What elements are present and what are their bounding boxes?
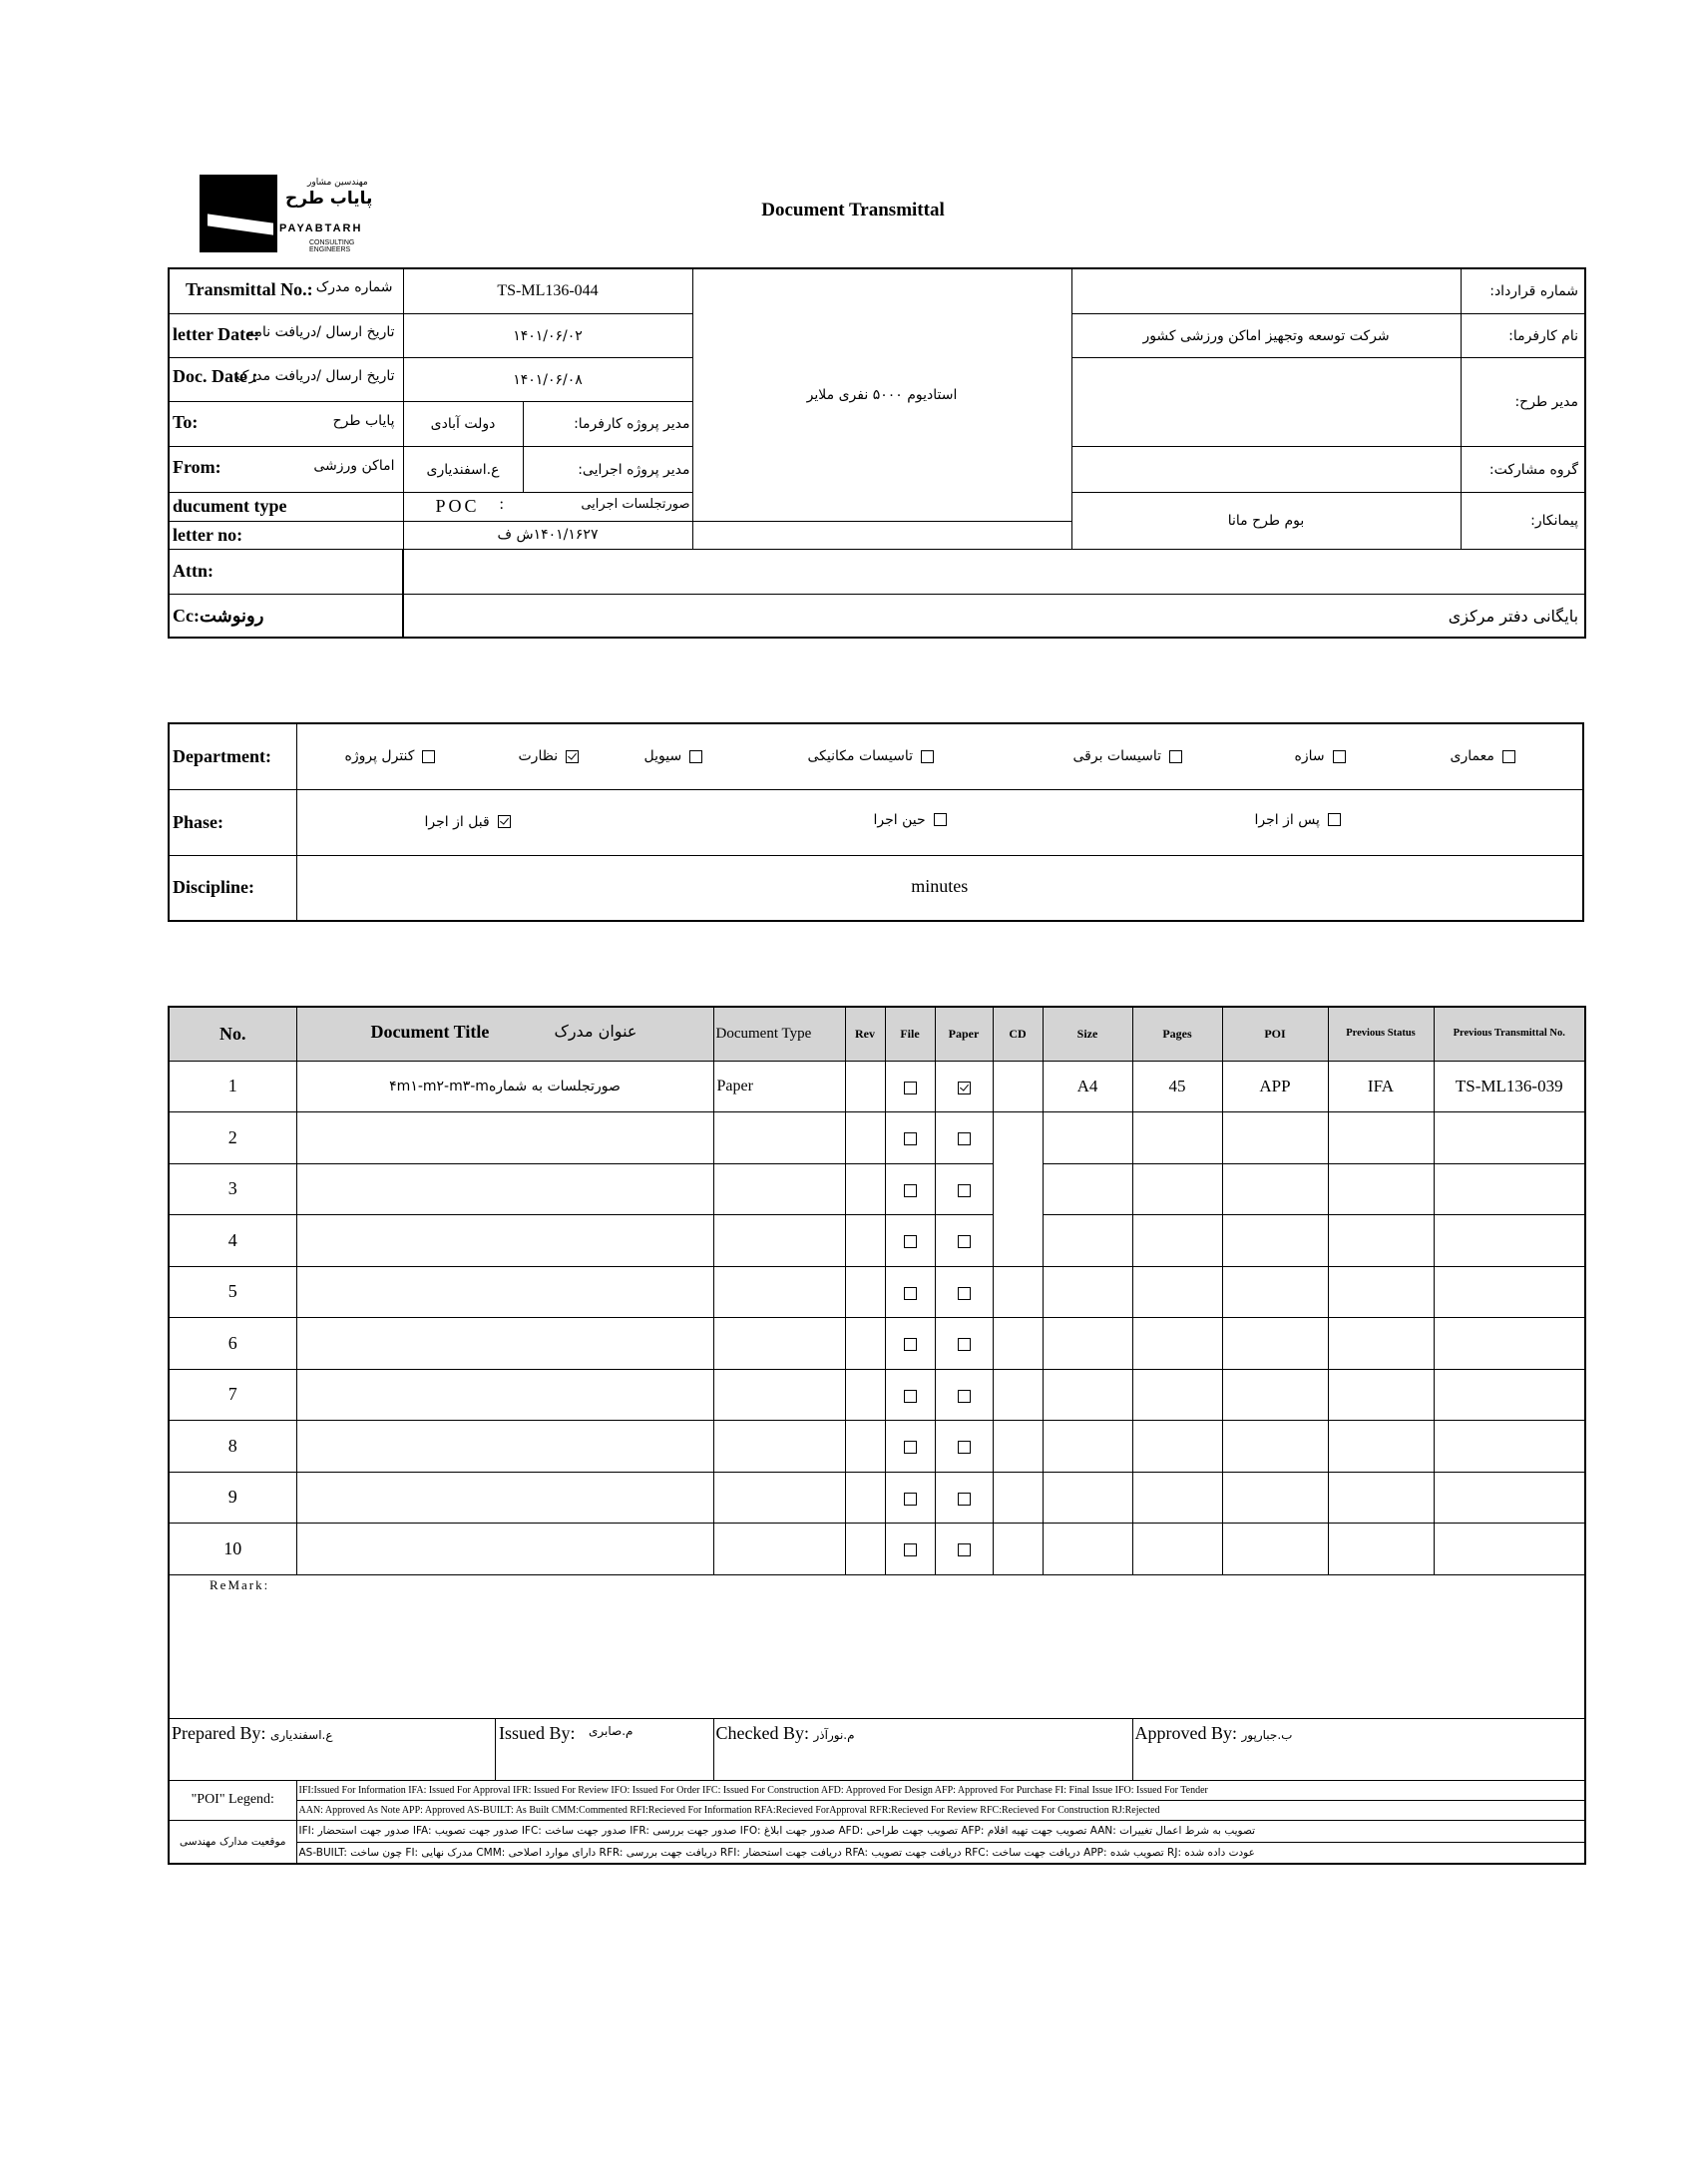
row-type[interactable] xyxy=(713,1215,845,1267)
col-header-file: File xyxy=(885,1007,935,1061)
row-title[interactable] xyxy=(296,1266,713,1318)
row-title[interactable] xyxy=(296,1163,713,1215)
checkbox-icon[interactable] xyxy=(1169,750,1182,763)
checkbox-icon[interactable] xyxy=(904,1184,917,1197)
row-prev-status[interactable] xyxy=(1328,1318,1434,1370)
doc-date-value: ۱۴۰۱/۰۶/۰۸ xyxy=(403,358,692,401)
dept-option-electrical[interactable]: تاسیسات برقی xyxy=(1073,748,1182,764)
checkbox-icon[interactable] xyxy=(921,750,934,763)
row-file[interactable] xyxy=(885,1421,935,1473)
checkbox-icon[interactable] xyxy=(958,1441,971,1454)
row-paper[interactable] xyxy=(935,1472,993,1524)
plan-manager-label: مدیر طرح: xyxy=(1461,358,1585,447)
poi-legend-line-2: AAN: Approved As Note APP: Approved AS-BUILT: As Built CMM:Commented RFI:Recieved For Information RFA:Recieved ForApproval RFR:Recieved For Review RFC:Recieved For Construction RJ:Rejected xyxy=(296,1800,1585,1820)
row-no[interactable]: 1 xyxy=(169,1061,296,1112)
letter-date-label: letter Date: تاریخ ارسال /دریافت نامه xyxy=(169,313,403,357)
checkbox-icon[interactable] xyxy=(1328,813,1341,826)
row-prev-status[interactable] xyxy=(1328,1524,1434,1575)
row-prev-transmittal[interactable]: TS-ML136-039 xyxy=(1434,1061,1585,1112)
row-pages[interactable] xyxy=(1132,1421,1222,1473)
row-rev[interactable] xyxy=(845,1163,885,1215)
row-prev-status[interactable] xyxy=(1328,1266,1434,1318)
checked-checkbox-icon[interactable] xyxy=(958,1082,971,1094)
row-pages[interactable] xyxy=(1132,1318,1222,1370)
row-prev-transmittal[interactable] xyxy=(1434,1318,1585,1370)
row-prev-status[interactable] xyxy=(1328,1369,1434,1421)
row-prev-transmittal[interactable] xyxy=(1434,1472,1585,1524)
checked-checkbox-icon[interactable] xyxy=(498,815,511,828)
row-size[interactable]: A4 xyxy=(1043,1061,1132,1112)
row-paper[interactable] xyxy=(935,1215,993,1267)
row-paper[interactable] xyxy=(935,1266,993,1318)
checkbox-icon[interactable] xyxy=(958,1184,971,1197)
row-poi[interactable] xyxy=(1222,1421,1328,1473)
row-cd[interactable] xyxy=(993,1163,1043,1215)
col-header-prev-status: Previous Status xyxy=(1328,1007,1434,1061)
poi-legend-line-1: IFI:Issued For Information IFA: Issued For Approval IFR: Issued For Review IFO: Issued For Order IFC: Issued For Construction AFD: Approved For Design AFP: Approved For Purchase FI: Final Issue IFO: Issued For Tender xyxy=(296,1780,1585,1800)
row-paper[interactable] xyxy=(935,1112,993,1164)
row-prev-status[interactable] xyxy=(1328,1421,1434,1473)
row-paper[interactable] xyxy=(935,1318,993,1370)
row-cd[interactable] xyxy=(993,1421,1043,1473)
status-legend-line-1: IFI: صدور جهت استحضار IFA: صدور جهت تصویب IFC: صدور جهت ساخت IFR: صدور جهت بررسی IFO: صدور جهت ابلاغ AFD: تصویب جهت طراحی AFP: تصویب جهت تهیه اقلام AAN: تصویب به شرط اعمال تغییرات xyxy=(296,1820,1585,1842)
row-paper[interactable] xyxy=(935,1524,993,1575)
row-paper[interactable] xyxy=(935,1369,993,1421)
row-title[interactable] xyxy=(296,1215,713,1267)
row-file[interactable] xyxy=(885,1215,935,1267)
row-poi[interactable]: APP xyxy=(1222,1061,1328,1112)
poi-legend-label: "POI" Legend: xyxy=(169,1780,296,1820)
checkbox-icon[interactable] xyxy=(1502,750,1515,763)
row-type[interactable] xyxy=(713,1266,845,1318)
row-title[interactable] xyxy=(296,1524,713,1575)
checkbox-icon[interactable] xyxy=(904,1082,917,1094)
row-title[interactable] xyxy=(296,1369,713,1421)
row-rev[interactable] xyxy=(845,1318,885,1370)
row-rev[interactable] xyxy=(845,1421,885,1473)
row-size[interactable] xyxy=(1043,1421,1132,1473)
cc-label: Cc:رونوشت xyxy=(169,595,403,638)
table-row xyxy=(169,1266,1585,1318)
row-pages[interactable] xyxy=(1132,1112,1222,1164)
checkbox-icon[interactable] xyxy=(689,750,702,763)
row-poi[interactable] xyxy=(1222,1112,1328,1164)
contract-no-label: شماره قرارداد: xyxy=(1461,268,1585,313)
row-type[interactable] xyxy=(713,1112,845,1164)
row-size[interactable] xyxy=(1043,1163,1132,1215)
row-prev-transmittal[interactable] xyxy=(1434,1369,1585,1421)
contractor-label: پیمانکار: xyxy=(1461,492,1585,549)
row-size[interactable] xyxy=(1043,1369,1132,1421)
documents-table xyxy=(168,1006,1586,1865)
from-person: ع.اسفندیاری xyxy=(403,447,523,492)
row-cd[interactable] xyxy=(993,1112,1043,1164)
row-title[interactable]: صورتجلسات به شماره۴m۱-m۲-m۳-m xyxy=(296,1061,713,1112)
transmittal-no-label: Transmittal No.: شماره مدرک xyxy=(169,268,403,313)
row-no[interactable]: 6 xyxy=(169,1318,296,1370)
transmittal-no-value: TS-ML136-044 xyxy=(403,268,692,313)
table-row xyxy=(169,1061,1585,1112)
row-no[interactable]: 7 xyxy=(169,1369,296,1421)
col-header-cd: CD xyxy=(993,1007,1043,1061)
partner-label: گروه مشارکت: xyxy=(1461,447,1585,492)
logo-subtitle-fa: مهندسین مشاور xyxy=(307,178,368,188)
row-rev[interactable] xyxy=(845,1215,885,1267)
row-no[interactable]: 5 xyxy=(169,1266,296,1318)
col-header-prev-transmittal: Previous Transmittal No. xyxy=(1434,1007,1585,1061)
checkbox-icon[interactable] xyxy=(958,1390,971,1403)
checkbox-icon[interactable] xyxy=(958,1493,971,1506)
doctype-value: POC : صورتجلسات اجرایی xyxy=(403,492,692,521)
row-poi[interactable] xyxy=(1222,1472,1328,1524)
discipline-label: Discipline: xyxy=(169,855,296,921)
row-file[interactable] xyxy=(885,1524,935,1575)
row-paper[interactable] xyxy=(935,1421,993,1473)
table-row xyxy=(169,1318,1585,1370)
row-file[interactable] xyxy=(885,1472,935,1524)
row-cd[interactable] xyxy=(993,1472,1043,1524)
row-no[interactable]: 8 xyxy=(169,1421,296,1473)
row-file[interactable] xyxy=(885,1369,935,1421)
prepared-by: Prepared By: ع.اسفندیاری Issued By: م.صابری xyxy=(169,1718,713,1780)
row-file[interactable] xyxy=(885,1112,935,1164)
row-cd[interactable] xyxy=(993,1369,1043,1421)
table-row xyxy=(169,1421,1585,1473)
department-label: Department: xyxy=(169,723,296,789)
employer-value: شرکت توسعه وتجهیز اماکن ورزشی کشور xyxy=(1071,313,1461,357)
checkbox-icon[interactable] xyxy=(904,1441,917,1454)
row-title[interactable] xyxy=(296,1421,713,1473)
cc-value: بایگانی دفتر مرکزی xyxy=(403,595,1585,638)
dept-option-project-control[interactable]: کنترل پروژه xyxy=(345,748,436,764)
row-paper[interactable] xyxy=(935,1163,993,1215)
row-poi[interactable] xyxy=(1222,1266,1328,1318)
project-name: استادیوم ۵۰۰۰ نفری ملایر xyxy=(692,268,1071,521)
employer-label: نام کارفرما: xyxy=(1461,313,1585,357)
row-size[interactable] xyxy=(1043,1112,1132,1164)
row-file[interactable] xyxy=(885,1318,935,1370)
row-pages[interactable] xyxy=(1132,1215,1222,1267)
phase-option-before[interactable]: قبل از اجرا xyxy=(425,814,511,830)
row-cd[interactable] xyxy=(993,1318,1043,1370)
row-rev[interactable] xyxy=(845,1369,885,1421)
col-header-poi: POI xyxy=(1222,1007,1328,1061)
row-poi[interactable] xyxy=(1222,1369,1328,1421)
row-rev[interactable] xyxy=(845,1524,885,1575)
row-pages[interactable] xyxy=(1132,1369,1222,1421)
doc-date-label: Doc. Date : تاریخ ارسال /دریافت مدرک xyxy=(169,358,403,401)
row-prev-transmittal[interactable] xyxy=(1434,1163,1585,1215)
row-size[interactable] xyxy=(1043,1318,1132,1370)
row-rev[interactable] xyxy=(845,1061,885,1112)
table-row xyxy=(169,1369,1585,1421)
row-title[interactable] xyxy=(296,1112,713,1164)
row-pages[interactable] xyxy=(1132,1266,1222,1318)
row-prev-status[interactable]: IFA xyxy=(1328,1061,1434,1112)
row-pages[interactable]: 45 xyxy=(1132,1061,1222,1112)
checkbox-icon[interactable] xyxy=(904,1338,917,1351)
row-poi[interactable] xyxy=(1222,1215,1328,1267)
classification-table xyxy=(168,722,1584,922)
page-title: Document Transmittal xyxy=(761,200,945,220)
contract-no-value xyxy=(1071,268,1461,313)
row-prev-status[interactable] xyxy=(1328,1112,1434,1164)
row-no[interactable]: 9 xyxy=(169,1472,296,1524)
checked-by: Checked By: م.نورآذر xyxy=(713,1718,1132,1780)
status-legend-label: موقعیت مدارک مهندسی xyxy=(169,1820,296,1864)
row-poi[interactable] xyxy=(1222,1163,1328,1215)
col-header-title: Document Title عنوان مدرک xyxy=(296,1007,713,1061)
row-type[interactable] xyxy=(713,1421,845,1473)
row-prev-transmittal[interactable] xyxy=(1434,1215,1585,1267)
logo-name-en: PAYABTARH xyxy=(279,222,363,234)
row-type[interactable] xyxy=(713,1163,845,1215)
row-pages[interactable] xyxy=(1132,1472,1222,1524)
row-title[interactable] xyxy=(296,1472,713,1524)
row-prev-status[interactable] xyxy=(1328,1215,1434,1267)
doctype-label: ducument type xyxy=(169,492,403,521)
row-type[interactable]: Paper xyxy=(713,1061,845,1112)
logo-mark-icon xyxy=(200,175,277,252)
to-row: To: پایاب طرح xyxy=(169,401,403,446)
checkbox-icon[interactable] xyxy=(904,1543,917,1556)
row-no[interactable]: 10 xyxy=(169,1524,296,1575)
row-title[interactable] xyxy=(296,1318,713,1370)
dept-option-mechanical[interactable]: تاسیسات مکانیکی xyxy=(808,748,935,764)
row-no[interactable]: 2 xyxy=(169,1112,296,1164)
checkbox-icon[interactable] xyxy=(958,1235,971,1248)
project-cell-continued xyxy=(692,521,1071,549)
checkbox-icon[interactable] xyxy=(904,1132,917,1145)
status-legend-line-2: AS-BUILT: چون ساخت FI: مدرک نهایی CMM: دارای موارد اصلاحی RFR: دریافت جهت بررسی RFI: دریافت جهت استحضار RFA: دریافت جهت تصویب RFC: دریافت جهت ساخت APP: تصویب شده RJ: عودت داده شده xyxy=(296,1842,1585,1864)
col-header-pages: Pages xyxy=(1132,1007,1222,1061)
col-header-rev: Rev xyxy=(845,1007,885,1061)
checkbox-icon[interactable] xyxy=(958,1132,971,1145)
company-logo xyxy=(200,175,389,252)
row-type[interactable] xyxy=(713,1318,845,1370)
to-person: دولت آبادی xyxy=(403,401,523,446)
from-row: From: اماکن ورزشی xyxy=(169,447,403,492)
logo-tagline: CONSULTING ENGINEERS xyxy=(309,239,355,253)
row-prev-transmittal[interactable] xyxy=(1434,1421,1585,1473)
dept-option-architecture[interactable]: معماری xyxy=(1451,748,1515,764)
row-type[interactable] xyxy=(713,1524,845,1575)
checkbox-icon[interactable] xyxy=(958,1338,971,1351)
row-pages[interactable] xyxy=(1132,1524,1222,1575)
row-size[interactable] xyxy=(1043,1472,1132,1524)
phase-option-after[interactable]: پس از اجرا xyxy=(1255,812,1341,828)
row-rev[interactable] xyxy=(845,1112,885,1164)
col-header-type: Document Type xyxy=(713,1007,845,1061)
checkbox-icon[interactable] xyxy=(934,813,947,826)
row-size[interactable] xyxy=(1043,1266,1132,1318)
row-prev-transmittal[interactable] xyxy=(1434,1524,1585,1575)
row-cd[interactable] xyxy=(993,1266,1043,1318)
letter-date-value: ۱۴۰۱/۰۶/۰۲ xyxy=(403,313,692,357)
transmittal-info-table xyxy=(168,267,1586,639)
row-pages[interactable] xyxy=(1132,1163,1222,1215)
checked-checkbox-icon[interactable] xyxy=(566,750,579,763)
row-file[interactable] xyxy=(885,1163,935,1215)
contractor-value: بوم طرح مانا xyxy=(1071,492,1461,549)
row-cd[interactable] xyxy=(993,1524,1043,1575)
checkbox-icon[interactable] xyxy=(422,750,435,763)
department-options xyxy=(296,723,1583,789)
row-type[interactable] xyxy=(713,1472,845,1524)
row-type[interactable] xyxy=(713,1369,845,1421)
row-file[interactable] xyxy=(885,1061,935,1112)
row-prev-transmittal[interactable] xyxy=(1434,1112,1585,1164)
row-poi[interactable] xyxy=(1222,1524,1328,1575)
attn-value xyxy=(403,549,1585,594)
row-prev-transmittal[interactable] xyxy=(1434,1266,1585,1318)
row-file[interactable] xyxy=(885,1266,935,1318)
partner-value xyxy=(1071,447,1461,492)
to-role: مدیر پروژه کارفرما: xyxy=(523,401,692,446)
col-header-size: Size xyxy=(1043,1007,1132,1061)
phase-option-during[interactable]: حین اجرا xyxy=(874,812,947,828)
table-row xyxy=(169,1215,1585,1267)
row-no[interactable]: 4 xyxy=(169,1215,296,1267)
table-row xyxy=(169,1163,1585,1215)
checkbox-icon[interactable] xyxy=(904,1390,917,1403)
row-paper[interactable] xyxy=(935,1061,993,1112)
checkbox-icon[interactable] xyxy=(904,1493,917,1506)
row-no[interactable]: 3 xyxy=(169,1163,296,1215)
table-row xyxy=(169,1112,1585,1164)
row-size[interactable] xyxy=(1043,1524,1132,1575)
attn-label: Attn: xyxy=(169,549,403,594)
remark-area[interactable]: ReMark: xyxy=(169,1574,1585,1718)
logo-name-fa: پایاب طرح xyxy=(285,189,373,209)
checkbox-icon[interactable] xyxy=(904,1287,917,1300)
row-size[interactable] xyxy=(1043,1215,1132,1267)
row-cd[interactable] xyxy=(993,1215,1043,1267)
row-rev[interactable] xyxy=(845,1472,885,1524)
dept-option-structure[interactable]: سازه xyxy=(1295,748,1346,764)
approved-by: Approved By: ب.جبارپور xyxy=(1132,1718,1585,1780)
checkbox-icon[interactable] xyxy=(1333,750,1346,763)
col-header-no: No. xyxy=(169,1007,296,1061)
checkbox-icon[interactable] xyxy=(958,1287,971,1300)
col-header-paper: Paper xyxy=(935,1007,993,1061)
row-poi[interactable] xyxy=(1222,1318,1328,1370)
table-row xyxy=(169,1472,1585,1524)
phase-options xyxy=(296,789,1583,855)
letter-no-value: ۱۴۰۱/۱۶۲۷ش ف xyxy=(403,521,692,549)
checkbox-icon[interactable] xyxy=(904,1235,917,1248)
row-prev-status[interactable] xyxy=(1328,1163,1434,1215)
dept-option-supervision[interactable]: نظارت xyxy=(519,748,580,764)
plan-manager-value xyxy=(1071,358,1461,447)
row-rev[interactable] xyxy=(845,1266,885,1318)
row-prev-status[interactable] xyxy=(1328,1472,1434,1524)
from-role: مدیر پروژه اجرایی: xyxy=(523,447,692,492)
table-row xyxy=(169,1524,1585,1575)
letter-no-label: letter no: xyxy=(169,521,403,549)
row-cd[interactable] xyxy=(993,1061,1043,1112)
phase-label: Phase: xyxy=(169,789,296,855)
dept-option-civil[interactable]: سیویل xyxy=(644,748,703,764)
checkbox-icon[interactable] xyxy=(958,1543,971,1556)
discipline-value: minutes xyxy=(296,855,1583,921)
